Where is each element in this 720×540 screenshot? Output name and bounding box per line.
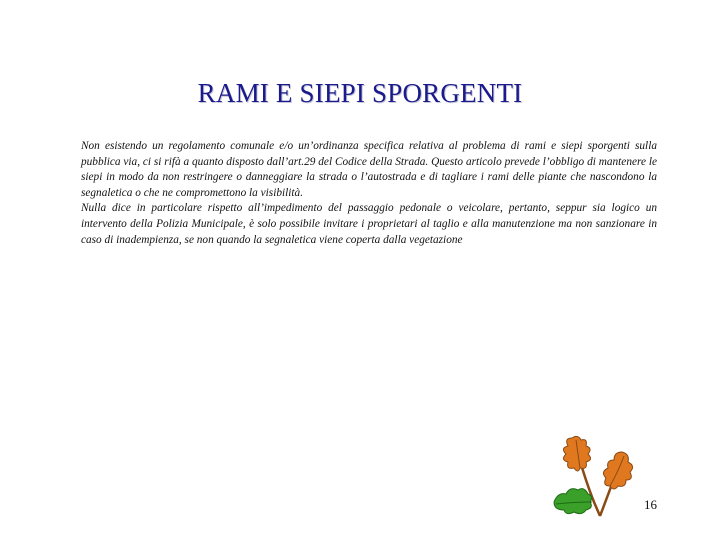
paragraph-2: Nulla dice in particolare rispetto all’impedimento del passaggio pedonale o veicolare, pertanto, seppur sia logico un intervento della Polizia Municipale, è solo possibile invitare i proprietari al taglio e alla manutenzione ma non sanzionare in caso di inadempienza, se non quando la segnaletica viene coperta dalla vegetazione: [81, 202, 657, 246]
body-text: [81, 139, 657, 248]
page-number: 16: [644, 497, 657, 512]
slide-title: RAMI E SIEPI SPORGENTI: [197, 78, 523, 108]
paragraph-1: Non esistendo un regolamento comunale e/o un’ordinanza specifica relativa al problema di rami e siepi sporgenti sulla pubblica via, ci si rifà a quanto disposto dall’art.29 del Codice della Strada. Questo articolo prevede l’obbligo di mantenere le siepi in modo da non restringere o danneggiare la strada o l’autostrada e di tagliare i rami delle piante che nascondono la segnaletica o che ne compromettono la visibilità.: [81, 140, 657, 199]
oak-leaves-icon: [548, 432, 638, 522]
